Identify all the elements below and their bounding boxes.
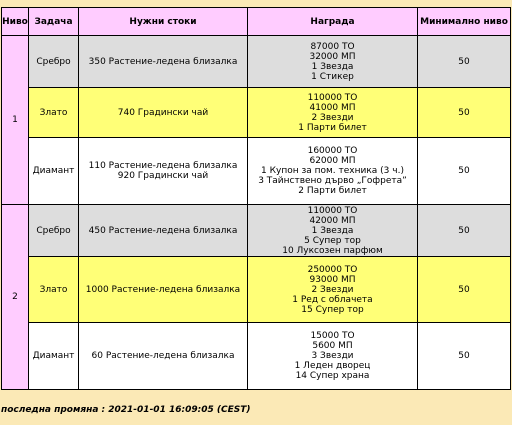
reward-cell: 110000 ТО 42000 МП 1 Звезда 5 Супер тор 10 Луксозен парфюм [248, 205, 418, 257]
goods-cell: 450 Растение-ледена близалка [79, 205, 248, 257]
header-level: Ниво [2, 8, 29, 36]
task-cell: Злато [29, 88, 79, 138]
task-cell: Диамант [29, 323, 79, 390]
level-cell: 2 [2, 205, 29, 390]
header-row [2, 8, 511, 36]
task-cell: Сребро [29, 205, 79, 257]
task-cell: Диамант [29, 138, 79, 205]
level-cell: 1 [2, 36, 29, 205]
reward-cell: 160000 ТО 62000 МП 1 Купон за пом. техника (3 ч.) 3 Тайнствено дърво „Гофрета” 2 Парти билет [248, 138, 418, 205]
min-level-cell: 50 [418, 36, 511, 88]
header-reward: Награда [248, 8, 418, 36]
reward-cell: 15000 ТО 5600 МП 3 Звезди 1 Леден дворец 14 Супер храна [248, 323, 418, 390]
reward-cell: 250000 ТО 93000 МП 2 Звезди 1 Ред с облачета 15 Супер тор [248, 257, 418, 323]
table-row [2, 88, 511, 138]
goods-cell: 1000 Растение-ледена близалка [79, 257, 248, 323]
min-level-cell: 50 [418, 138, 511, 205]
task-cell: Сребро [29, 36, 79, 88]
min-level-cell: 50 [418, 205, 511, 257]
rewards-table [1, 7, 511, 390]
reward-cell: 110000 ТО 41000 МП 2 Звезди 1 Парти билет [248, 88, 418, 138]
min-level-cell: 50 [418, 257, 511, 323]
header-task: Задача [29, 8, 79, 36]
goods-cell: 740 Градински чай [79, 88, 248, 138]
table-row [2, 36, 511, 88]
header-min-level: Минимално ниво [418, 8, 511, 36]
task-cell: Злато [29, 257, 79, 323]
goods-cell: 110 Растение-ледена близалка 920 Градински чай [79, 138, 248, 205]
header-goods: Нужни стоки [79, 8, 248, 36]
reward-cell: 87000 ТО 32000 МП 1 Звезда 1 Стикер [248, 36, 418, 88]
table-row [2, 205, 511, 257]
min-level-cell: 50 [418, 323, 511, 390]
last-modified-note: последна промяна : 2021-01-01 16:09:05 (CEST) [1, 405, 251, 415]
goods-cell: 350 Растение-ледена близалка [79, 36, 248, 88]
min-level-cell: 50 [418, 88, 511, 138]
goods-cell: 60 Растение-ледена близалка [79, 323, 248, 390]
table-row [2, 257, 511, 323]
table-row [2, 138, 511, 205]
table-row [2, 323, 511, 390]
